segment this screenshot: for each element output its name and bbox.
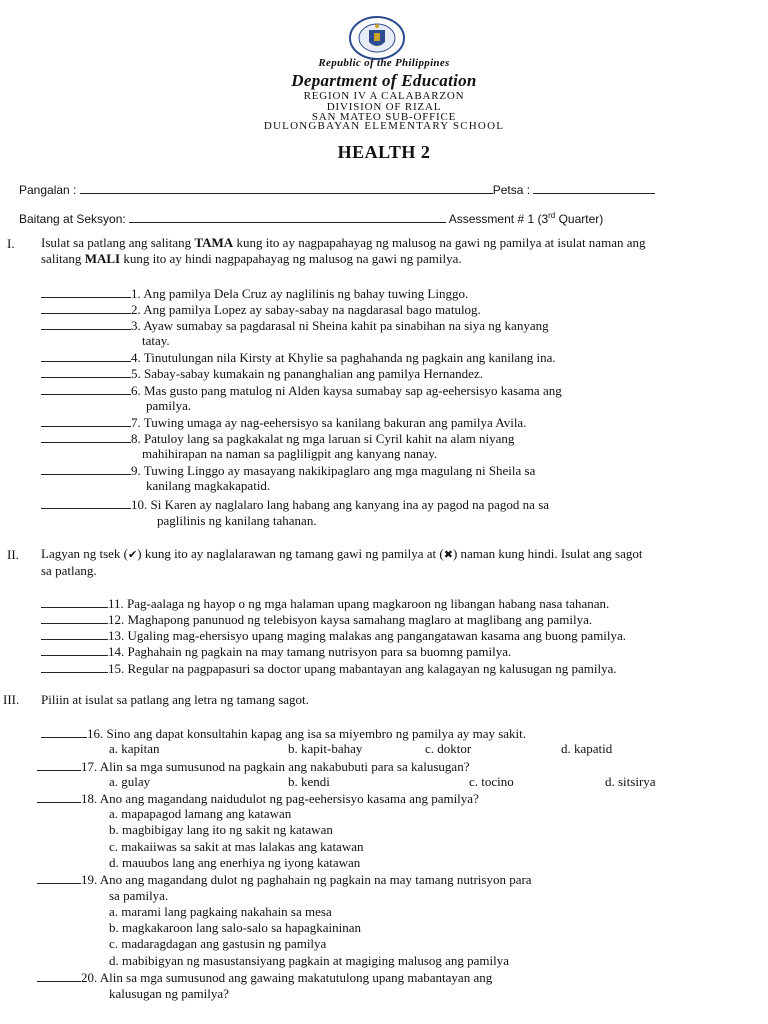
list-item: 2. Ang pamilya Lopez ay sabay-sabay na nagdarasal bago matulog. <box>41 302 481 316</box>
option: b. magkakaroon lang salo-salo sa hapagkaininan <box>109 920 361 935</box>
option: c. tocino <box>469 774 514 789</box>
option: d. mabibigyan ng masustansiyang pagkain at magiging malusog ang pamilya <box>109 953 510 968</box>
answer-blank[interactable] <box>41 661 108 673</box>
option: a. marami lang pagkaing nakahain sa mesa <box>109 904 332 919</box>
answer-blank[interactable] <box>41 302 131 314</box>
assessment-label: Assessment # 1 (3rd Quarter) <box>448 211 604 226</box>
answer-blank[interactable] <box>41 497 131 509</box>
answer-blank[interactable] <box>41 463 131 475</box>
name-label: Pangalan : <box>19 183 77 197</box>
question-20: 20. Alin sa mga sumusunod ang gawaing makatutulong upang mabantayan ang <box>37 970 492 984</box>
answer-blank[interactable] <box>37 759 81 771</box>
option: a. gulay <box>109 774 151 789</box>
answer-blank[interactable] <box>37 791 81 803</box>
list-item: 6. Mas gusto pang matulog ni Alden kaysa sumabay sap ag-eehersisyo kasama ang <box>41 383 562 397</box>
list-item-cont: paglilinis ng kanilang tahanan. <box>157 513 317 528</box>
part-2-instructions: Lagyan ng tsek (✔) kung ito ay naglalarawan ng tamang gawi ng pamilya at (✖) naman kung hindi. Isulat ang sagot sa patlang. <box>41 546 643 578</box>
option: c. doktor <box>425 741 472 756</box>
option: d. kapatid <box>561 741 613 756</box>
list-item: 11. Pag-aalaga ng hayop o ng mga halaman upang magkaroon ng libangan habang nasa tahanan. <box>41 596 609 610</box>
answer-blank[interactable] <box>41 415 131 427</box>
list-item: 12. Maghapong panunuod ng telebisyon kaysa samahang maglaro at maglibang ang pamilya. <box>41 612 592 626</box>
list-item: 8. Patuloy lang sa pagkakalat ng mga laruan si Cyril kahit na alam niyang <box>41 431 514 445</box>
question-19: 19. Ano ang magandang dulot ng paghahain ng pagkain na may tamang nutrisyon para <box>37 872 532 886</box>
answer-blank[interactable] <box>41 383 131 395</box>
school-name: DULONGBAYAN ELEMENTARY SCHOOL <box>263 120 505 132</box>
republic-line: Republic of the Philippines <box>318 57 450 69</box>
answer-blank[interactable] <box>41 350 131 362</box>
question-17: 17. Alin sa mga sumusunod na pagkain ang nakabubuti para sa kalusugan? <box>37 759 469 773</box>
date-field[interactable] <box>533 183 655 194</box>
part-2-numeral: II. <box>7 547 19 562</box>
list-item: 9. Tuwing Linggo ay masayang nakikipaglaro ang mga magulang ni Sheila sa <box>41 463 535 477</box>
list-item: 10. Si Karen ay naglalaro lang habang ang kanyang ina ay pagod na pagod na sa <box>41 497 549 511</box>
deped-seal-icon <box>347 16 407 60</box>
name-date-row <box>19 183 655 196</box>
grade-section-field[interactable] <box>129 212 446 223</box>
answer-blank[interactable] <box>37 872 81 884</box>
answer-blank[interactable] <box>41 596 108 608</box>
part-1-instructions: Isulat sa patlang ang salitang TAMA kung ito ay nagpapahayag ng malusog na gawi ng pamilya at isulat naman ang salitang MALI kung ito ay hindi nagpapahayag ng malusog na gawi ng pamilya. <box>41 235 646 266</box>
list-item-cont: mahihirapan na naman sa pagliligpit ang kanyang nanay. <box>142 446 438 461</box>
cross-mark-icon: ✖ <box>443 548 453 561</box>
option: b. kapit-bahay <box>288 741 363 756</box>
page-title: HEALTH 2 <box>337 142 431 162</box>
check-mark-icon: ✔ <box>128 548 138 561</box>
question-16: 16. Sino ang dapat konsultahin kapag ang isa sa miyembro ng pamilya ay may sakit. <box>41 726 526 740</box>
answer-blank[interactable] <box>41 318 131 330</box>
list-item: 13. Ugaling mag-ehersisyo upang maging malakas ang pangangatawan kasama ang buong pamilya. <box>41 628 626 642</box>
option: d. sitsirya <box>605 774 656 789</box>
answer-blank[interactable] <box>41 612 108 624</box>
sub-office-line: SAN MATEO SUB-OFFICE <box>311 111 457 123</box>
option: a. mapapagod lamang ang katawan <box>109 806 292 821</box>
list-item: 3. Ayaw sumabay sa pagdarasal ni Sheina kahit pa sinabihan na siya ng kanyang <box>41 318 549 332</box>
question-18: 18. Ano ang magandang naidudulot ng pag-eehersisyo kasama ang pamilya? <box>37 791 479 805</box>
option: c. makaiiwas sa sakit at mas lalakas ang katawan <box>109 839 364 854</box>
list-item-cont: tatay. <box>142 333 170 348</box>
list-item: 7. Tuwing umaga ay nag-eehersisyo sa kanilang bakuran ang pamilya Avila. <box>41 415 526 429</box>
answer-blank[interactable] <box>41 628 108 640</box>
division-line: DIVISION OF RIZAL <box>326 101 442 113</box>
grade-row <box>19 212 603 225</box>
name-field[interactable] <box>80 183 493 194</box>
department-line: Department of Education <box>291 71 477 90</box>
list-item: 4. Tinutulungan nila Kirsty at Khylie sa paghahanda ng pagkain ang kanilang ina. <box>41 350 556 364</box>
date-label: Petsa : <box>492 183 531 197</box>
option: c. madaragdagan ang gastusin ng pamilya <box>109 936 327 951</box>
question-20-cont: kalusugan ng pamilya? <box>109 986 229 1001</box>
region-line: REGION IV A CALABARZON <box>303 90 465 102</box>
question-19-cont: sa pamilya. <box>109 888 169 903</box>
list-item: 14. Paghahain ng pagkain na may tamang nutrisyon para sa buomng pamilya. <box>41 644 511 658</box>
list-item: 5. Sabay-sabay kumakain ng pananghalian ang pamilya Hernandez. <box>41 366 483 380</box>
list-item: 15. Regular na pagpapasuri sa doctor upang mabantayan ang kalagayan ng kalusugan ng pamilya. <box>41 661 617 675</box>
answer-blank[interactable] <box>41 431 131 443</box>
list-item-cont: kanilang magkakapatid. <box>146 478 271 493</box>
option: b. magbibigay lang ito ng sakit ng katawan <box>109 822 333 837</box>
part-1-numeral: I. <box>7 236 15 251</box>
answer-blank[interactable] <box>41 366 131 378</box>
part-3-instructions: Piliin at isulat sa patlang ang letra ng tamang sagot. <box>41 692 309 707</box>
list-item: 1. Ang pamilya Dela Cruz ay naglilinis ng bahay tuwing Linggo. <box>41 286 468 300</box>
part-3-numeral: III. <box>3 692 20 707</box>
option: b. kendi <box>288 774 330 789</box>
answer-blank[interactable] <box>37 970 81 982</box>
option: d. mauubos lang ang enerhiya ng iyong katawan <box>109 855 361 870</box>
list-item-cont: pamilya. <box>146 398 192 413</box>
answer-blank[interactable] <box>41 286 131 298</box>
answer-blank[interactable] <box>41 726 87 738</box>
option: a. kapitan <box>109 741 160 756</box>
answer-blank[interactable] <box>41 644 108 656</box>
grade-label: Baitang at Seksyon: <box>19 212 126 226</box>
